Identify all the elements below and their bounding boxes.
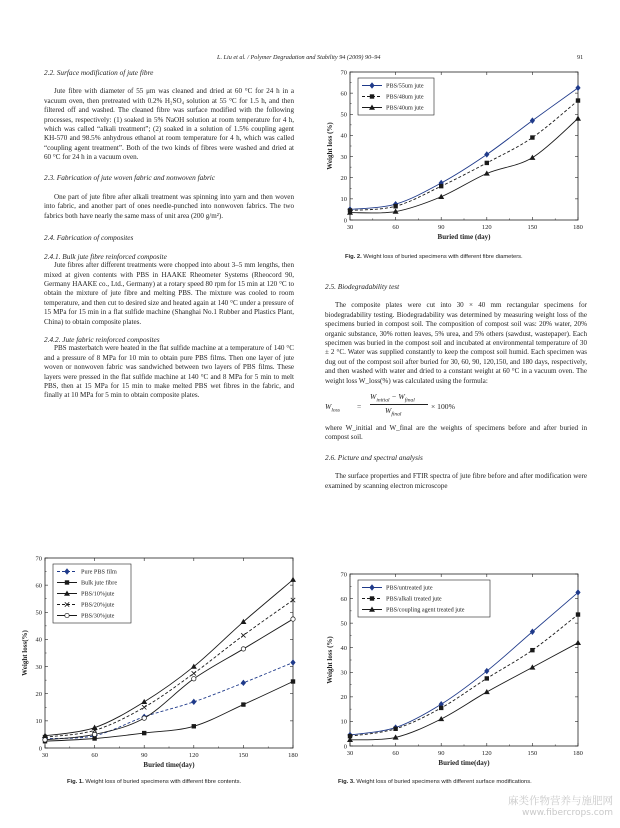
fig3-xtick-label-1: 60	[392, 750, 399, 757]
fig3-legend-label-0: PBS/untreated jute	[386, 584, 433, 592]
journal-citation: L. Liu et al. / Polymer Degradation and Stability 94 (2009) 90–94	[217, 54, 381, 61]
fig2-point-0-4	[530, 117, 535, 123]
fig2-ytick-label-4: 40	[340, 132, 347, 140]
fig2-series-line-2	[350, 119, 578, 213]
fig1-xtick-label-2: 90	[140, 752, 148, 759]
fig3-ytick-label-2: 20	[340, 694, 347, 702]
fig1-point-1-3	[192, 724, 196, 728]
fig1-point-2-5	[290, 577, 296, 582]
formula-rhs: × 100%	[431, 402, 455, 412]
fig3-legend-marker-1	[370, 596, 374, 600]
fig1-point-1-2	[142, 731, 146, 735]
section-2-5-text: The composite plates were cut into 30 × 40 mm rectangular specimens for biodegradability testing. Biodegradability was determined by measuring weight loss of the specimens buried in compost soil. The composition of compost soil was: 20% water, 20% organic substance, 30% rotten leaves, 5% urea, and 5% others (sawdust, wastepaper). Each specimen was buried in the compost soil and incubated at environmental temperature of 30 ± 2 °C. Water was supplied constantly to keep the compost soil humid. Each specimen was dug out of the compost soil after buried for 30, 60, 90, 120,150, and 180 days, respectively, and then washed with water and dried to a constant weight at 60 °C in a vacuum oven. The weight loss W_loss(%) was calculated using the formula:	[325, 301, 587, 385]
fig1-point-1-5	[291, 679, 295, 683]
fig3-point-2-2	[438, 716, 444, 721]
fig2-ytick-label-1: 10	[340, 196, 347, 204]
fig1-xtick-label-3: 120	[188, 752, 199, 759]
fig3-point-2-3	[484, 689, 490, 694]
fig3-legend-label-2: PBS/coupling agent treated jute	[386, 606, 465, 614]
section-2-4-2-text: PBS masterbatch were heated in the flat sulfide machine at a temperature of 140 °C and a pressure of 8 MPa for 10 min to obtain pure PBS films. Then one layer of jute woven or nonwoven fabric was sandwiched between two layers of PBS films. These layers were pressed in the flat sulfide machine at 140 °C and 8 MPa for 5 min to melt PBS, then at 15 MPa for 15 min to make melted PBS wet fibres in the fabric, and finally at 10 MPa for 5 min to obtain composite plates.	[44, 344, 294, 400]
fig-2-caption: Fig. 2. Weight loss of buried specimens with different fibre diameters.	[345, 254, 523, 260]
fig2-xtick-label-1: 60	[392, 224, 399, 231]
fig3-point-1-4	[530, 648, 534, 652]
fig1-point-0-5	[290, 659, 295, 665]
fig1-point-3-4	[241, 633, 245, 637]
fig3-series-1	[348, 612, 580, 738]
fig2-point-1-1	[393, 204, 397, 208]
fig1-legend-marker-4	[65, 613, 69, 617]
fig3-ytick-label-4: 40	[340, 645, 347, 653]
fig3-ytick-label-6: 60	[340, 595, 347, 603]
fig3-series-line-1	[350, 615, 578, 737]
fig1-point-4-3	[192, 677, 196, 681]
fig1-point-4-5	[291, 617, 295, 621]
fig1-y-axis-label: Weight loss(%)	[21, 630, 29, 676]
section-2-4-1-title: 2.4.1. Bulk jute fibre reinforced composite	[44, 251, 167, 261]
fig3-point-0-4	[530, 629, 535, 635]
weight-loss-formula	[325, 390, 587, 424]
section-2-6-text: The surface properties and FTIR spectra of jute fibre before and after modification were examined by scanning electron microscope	[325, 472, 587, 490]
fig3-point-1-1	[393, 727, 397, 731]
fig1-point-4-1	[92, 732, 96, 736]
fig2-ytick-label-5: 50	[340, 111, 347, 119]
fig2-series-line-1	[350, 101, 578, 211]
fig3-series-2	[347, 640, 581, 742]
fig3-ytick-label-0: 0	[343, 743, 347, 751]
fig2-series-1	[348, 98, 580, 212]
fig-1-chart	[21, 552, 310, 776]
fig2-ytick-label-2: 20	[340, 175, 347, 183]
fig3-series-line-2	[350, 643, 578, 740]
fig2-legend-label-1: PBS/48um jute	[386, 93, 424, 101]
fig1-series-0	[42, 659, 295, 741]
section-2-4-2-title: 2.4.2. Jute fabric reinforced composites	[44, 334, 160, 344]
page-number: 91	[577, 54, 584, 61]
fig3-x-axis-label: Buried time(day)	[438, 759, 490, 767]
fig1-series-line-0	[45, 663, 293, 739]
fig1-ytick-label-3: 30	[35, 663, 42, 671]
fig1-xtick-label-0: 30	[41, 752, 49, 759]
fig1-ytick-label-0: 0	[38, 745, 42, 753]
fig-2-chart	[318, 64, 590, 254]
fig1-xtick-label-1: 60	[91, 752, 98, 759]
fig2-point-2-4	[529, 155, 535, 160]
fig3-point-2-5	[575, 640, 581, 645]
fig2-point-0-3	[484, 151, 489, 157]
fig3-xtick-label-5: 180	[573, 750, 583, 757]
fig2-point-1-3	[485, 161, 489, 165]
fig2-point-1-2	[439, 184, 443, 188]
fig1-series-line-1	[45, 682, 293, 742]
fig1-ytick-label-6: 60	[35, 582, 42, 590]
fig3-point-0-3	[484, 668, 489, 674]
fig2-legend-label-2: PBS/40um jute	[386, 104, 424, 112]
fig1-legend-label-2: PBS/10%jute	[81, 590, 115, 598]
section-2-3-title: 2.3. Fabrication of jute woven fabric and nonwoven fabric	[44, 172, 216, 182]
fig2-point-2-5	[575, 116, 581, 121]
fig2-point-1-4	[530, 135, 534, 139]
fig1-point-4-2	[142, 716, 146, 720]
section-2-4-1-text: Jute fibres after different treatments were chopped into about 3–5 mm lengths, then mixed at given contents with PBS in HAAKE Rheometer Systems (Rheocord 90, Germany HAAKE co., Ltd., Germany) at a rotary speed 80 rpm for 15 min at 120 °C to obtain the mixture of jute fibre and melting PBS. The mixture was cooled to room temperature, and then cut to desired size and heated again at 140 °C under a pressure of 15 MPa for 15 min in a flat sulfide machine (Shanghai No.1 Rubber and Plastics Plant, China) to obtain composite plates.	[44, 261, 294, 326]
section-2-3-text: One part of jute fibre after alkali treatment was spinning into yarn and then woven into fabric, and another part of ones needle-punched into nonwoven fabrics. The two fabrics both have nearly the same mass of unit area (200 g/m²).	[44, 193, 294, 220]
formula-denominator: $W_{final}$	[385, 406, 402, 418]
fig1-x-axis-label: Buried time(day)	[143, 761, 195, 769]
fig1-ytick-label-7: 70	[35, 555, 42, 563]
fig1-point-0-3	[191, 699, 196, 705]
fig3-xtick-label-4: 150	[527, 750, 538, 757]
watermark-cn: 麻类作物营养与施肥网	[508, 795, 613, 807]
fig1-series-line-4	[45, 619, 293, 740]
fig1-ytick-label-1: 10	[35, 718, 42, 726]
fig2-x-axis-label: Buried time (day)	[437, 233, 491, 241]
section-2-5-after-text: where W_initial and W_final are the weights of specimens before and after buried in compost soil.	[325, 424, 587, 442]
fraction-bar	[370, 404, 428, 405]
fig2-xtick-label-3: 120	[481, 224, 492, 231]
fig3-xtick-label-2: 90	[437, 750, 445, 757]
fig2-ytick-label-3: 30	[340, 153, 347, 161]
fig3-ytick-label-5: 50	[340, 620, 347, 628]
fig2-xtick-label-5: 180	[573, 224, 583, 231]
section-2-2-text: Jute fibre with diameter of 55 μm was cleaned and dried at 60 °C for 24 h in a vacuum oven, then pretreated with 0.2% H₂SO₄ solution at 55 °C for 1.5 h, and then filtered off and washed. The cleaned fibre was surface modified with the following processes, respectively: (1) soaked in 5% NaOH solution at room temperature for 4 h, which was called “alkali treatment”; (2) soaked in a solution of 1.5% coupling agent KH-570 and 98.5% anhydrous ethanol at room temperature for 4 h, which was called “coupling agent treatment”. Both of the two kinds of fibres were washed and dried at 60 °C for 24 h in a vacuum oven.	[44, 87, 294, 162]
fig1-point-3-3	[192, 671, 196, 675]
fig-1-caption: Fig. 1. Weight loss of buried specimens with different fibre contents.	[67, 779, 242, 785]
fig2-xtick-label-4: 150	[527, 224, 538, 231]
fig1-legend-marker-1	[65, 580, 69, 584]
fig1-point-2-2	[141, 699, 147, 704]
fig1-xtick-label-4: 150	[238, 752, 249, 759]
fig3-ytick-label-1: 10	[340, 718, 347, 726]
fig3-point-1-2	[439, 706, 443, 710]
fig3-point-2-4	[529, 664, 535, 669]
fig-3-caption: Fig. 3. Weight loss of buried specimens with different surface modifications.	[338, 779, 532, 785]
left-column	[44, 68, 294, 401]
fig2-xtick-label-2: 90	[437, 224, 445, 231]
fig3-y-axis-label: Weight loss (%)	[326, 636, 334, 684]
fig1-point-0-4	[241, 680, 246, 686]
fig1-xtick-label-5: 180	[288, 752, 298, 759]
fig1-legend-label-3: PBS/20%jute	[81, 601, 115, 609]
fig2-point-1-5	[576, 98, 580, 102]
fig2-xtick-label-0: 30	[346, 224, 354, 231]
fig3-ytick-label-3: 30	[340, 669, 347, 677]
fig3-point-0-5	[575, 589, 580, 595]
fig3-point-1-3	[485, 676, 489, 680]
fig1-legend-label-1: Bulk jute fibre	[81, 579, 118, 587]
fig2-point-0-5	[575, 85, 580, 91]
fig1-ytick-label-2: 20	[35, 691, 42, 699]
section-2-5-title: 2.5. Biodegradability test	[325, 282, 400, 291]
fig1-series-4	[43, 617, 295, 742]
fig1-legend-label-0: Pure PBS film	[81, 568, 117, 576]
fig2-series-2	[347, 116, 581, 215]
fig1-legend-label-4: PBS/30%jute	[81, 612, 115, 620]
formula-lhs: $W_{loss}$	[325, 402, 340, 414]
fig2-legend-marker-1	[370, 94, 374, 98]
section-2-4-title: 2.4. Fabrication of composites	[44, 233, 134, 243]
fig2-legend-label-0: PBS/55um jute	[386, 82, 424, 90]
fig1-ytick-label-4: 40	[35, 636, 42, 644]
fig1-point-1-4	[241, 702, 245, 706]
fig1-point-4-0	[43, 738, 47, 742]
fig-3-chart	[318, 566, 590, 776]
fig2-ytick-label-7: 70	[340, 69, 347, 77]
watermark-url: www.fibercrops.com	[522, 808, 613, 818]
fig2-point-2-2	[438, 194, 444, 199]
formula-numerator: $W_{initial} - W_{final}$	[370, 392, 415, 404]
fig3-xtick-label-0: 30	[346, 750, 354, 757]
fig2-ytick-label-6: 60	[340, 90, 347, 98]
fig1-point-3-2	[142, 705, 146, 709]
fig3-point-1-5	[576, 612, 580, 616]
fig2-ytick-label-0: 0	[343, 217, 347, 225]
fig3-ytick-label-7: 70	[340, 571, 347, 579]
fig3-legend-label-1: PBS/alkali treated jute	[386, 595, 442, 603]
section-2-2-title: 2.2. Surface modification of jute fibre	[44, 68, 154, 77]
site-watermark	[495, 793, 613, 818]
fig3-xtick-label-3: 120	[481, 750, 492, 757]
section-2-6-title: 2.6. Picture and spectral analysis	[325, 452, 423, 462]
formula-equals: =	[357, 402, 362, 412]
fig1-point-4-4	[241, 647, 245, 651]
right-column	[325, 282, 587, 491]
fig2-y-axis-label: Weight loss (%)	[326, 122, 334, 170]
fig1-ytick-label-5: 50	[35, 609, 42, 617]
